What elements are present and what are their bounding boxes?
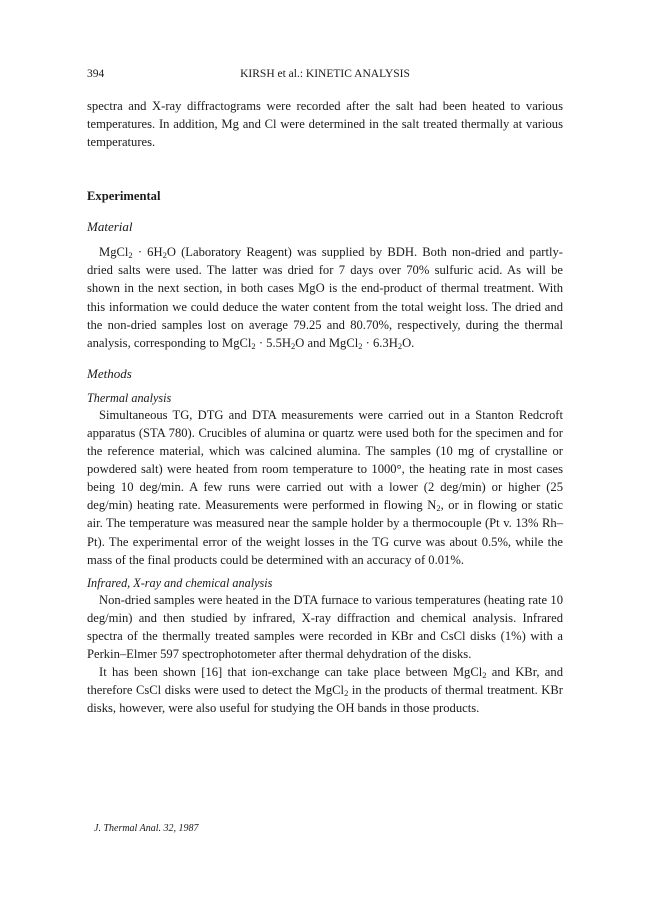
page-number: 394 (87, 68, 105, 80)
running-head (87, 68, 563, 84)
thermal-analysis-paragraph: Simultaneous TG, DTG and DTA measurements were carried out in a Stanton Redcroft apparatus (STA 780). Crucibles of alumina or quartz were used both for the specimen and for the reference material, which was calcined alumina. The samples (10 mg of crystalline or powdered salt) were heated from room temperature to 1000°, the heating rate in most cases being 10 deg/min. A few runs were carried out with a lower (2 deg/min) or higher (25 deg/min) heating rate. Measurements were performed in flowing $N_2$, or in flowing or static air. The temperature was measured near the sample holder by a thermocouple (Pt v. 13% Rh–Pt). The experimental error of the weight losses in the TG curve was about 0.5%, while the mass of the final products could be determined with an accuracy of 0.01%. (87, 407, 563, 567)
intro-paragraph: spectra and X-ray diffractograms were recorded after the salt had been heated to various temperatures. In addition, Mg and Cl were determined in the salt treated thermally at various temperatures. (87, 99, 563, 150)
running-title: KIRSH et al.: KINETIC ANALYSIS (240, 68, 410, 80)
infrared-paragraph-2: It has been shown [16] that ion-exchange can take place between MgCl$_2$ and KBr, and therefore CsCl disks were used to detect the MgCl$_2$ in the products of thermal treatment. KBr disks, however, were also useful for studying the OH bands in those products. (87, 665, 563, 716)
journal-footer: J. Thermal Anal. 32, 1987 (94, 823, 199, 834)
subsection-heading-methods: Methods (87, 365, 132, 381)
section-heading-experimental: Experimental (87, 189, 161, 204)
subsection-heading-material: Material (87, 219, 133, 235)
material-paragraph: MgCl$_2$ · $6H_2O$ (Laboratory Reagent) was supplied by BDH. Both non-dried and partly-dried salts were used. The latter was dried for 7 days over 70% sulfuric acid. As will be shown in the next section, in both cases MgO is the end-product of thermal treatment. With this information we could deduce the water content from the total weight loss. The dried and the non-dried samples lost on average 79.25 and 80.70%, respectively, during the thermal analysis, corresponding to MgCl$_2$ · $5.5H_2O$ and MgCl$_2$ · $6.3H_2O$. (87, 245, 563, 351)
infrared-paragraph-1: Non-dried samples were heated in the DTA furnace to various temperatures (heating rate 10 deg/min) and then studied by infrared, X-ray diffraction and chemical analysis. Infrared spectra of the thermally treated samples were recorded in KBr and CsCl disks (1%) with a Perkin–Elmer 597 spectrophotometer after thermal dehydration of the disks. (87, 592, 563, 661)
article-body (87, 97, 563, 717)
subsubsection-heading-infrared: Infrared, X-ray and chemical analysis (87, 575, 273, 590)
subsubsection-heading-thermal-analysis: Thermal analysis (87, 390, 172, 405)
